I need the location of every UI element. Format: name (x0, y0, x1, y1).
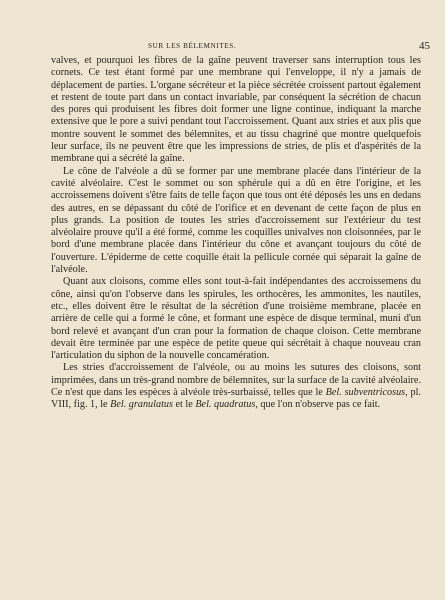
species-name-granulatus: Bel. granulatus (110, 399, 173, 411)
paragraph-4-text-c: et le (172, 399, 196, 411)
running-title: SUR LES BÉLEMNITES. (148, 42, 237, 50)
species-name-quadratus: Bel. quadratus, (195, 399, 258, 411)
paragraph-1: valves, et pourquoi les fibres de la gaîne peuvent traverser sans interruption tous les cornets. Ce test étant formé par une membrane qui l'enveloppe, il n'y a jamais de déplacement de parties. L'organe sécréteur et la pièce sécrétée croissent partout également et restent de toute part dans un contact invariable, par conséquent la sécrétion de chacun des pores qui produisent les fibres doit former une ligne continue, indiquant la marche extensive que le pore a suivi pendant tout l'accroissement. Quant aux stries et aux plis que montre souvent le sommet des bélemnites, et au tissu chagriné que montre quelquefois leur surface, ils ne peuvent être que les impressions de stries, de plis et d'aspérités de la membrane qui a sécrété la gaîne. (51, 55, 421, 165)
paragraph-2: Le cône de l'alvéole a dû se former par une membrane placée dans l'intérieur de la cavité alvéolaire. C'est le sommet ou son sphérule qui a dû en être l'origine, et les accroissemens doivent s'être faits de telle façon que tous ont été déposés les uns en dedans des autres, en se dépassant du côté de l'orifice et en devenant de cette façon de plus en plus grands. La position de toutes les stries d'accroissement sur l'extérieur du test alvéolaire prouve qu'il a été formé, comme les coquilles univalves non cloisonnées, par le bord d'une membrane placée dans l'intérieur du cône et avançant toujours du côté de l'ouverture. L'épiderme de cette coquille était la pellicule cornée qui séparait la gaîne de l'alvéole. (51, 165, 421, 276)
body-text (51, 55, 421, 412)
paragraph-4-text-b: , pl. VIII, fig. 1, le (51, 387, 421, 411)
page-number: 45 (419, 40, 430, 52)
paragraph-4-text-d: que l'on n'observe pas ce fait. (257, 399, 381, 411)
species-name-subventricosus: Bel. subventricosus (325, 387, 406, 399)
paragraph-4-text-a: Les stries d'accroissement de l'alvéole, ou au moins les sutures des cloisons, sont imprimées, dans un très-grand nombre de bélemnites, sur la surface de la cavité alvéolaire. Ce n'est que dans les espèces à alvéole très-surbaissé, telles que le (51, 362, 421, 399)
paragraph-4 (51, 362, 421, 411)
paragraph-3: Quant aux cloisons, comme elles sont tout-à-fait indépendantes des accroissemens du cône, ainsi qu'on l'observe dans les spirules, les orthocères, les ammonites, les nautiles, etc., elles doivent être le résultat de la sécrétion d'une troisième membrane, placée en arrière de celle qui a formé le cône, et formant une espèce de disque terminal, muni d'un bord relevé et avançant d'un cran pour la formation de chaque cloison. Cette membrane devait être terminée par une espèce de petite queue qui sécrétait à chaque nouveau cran l'articulation du siphon de la nouvelle concamération. (51, 276, 421, 362)
